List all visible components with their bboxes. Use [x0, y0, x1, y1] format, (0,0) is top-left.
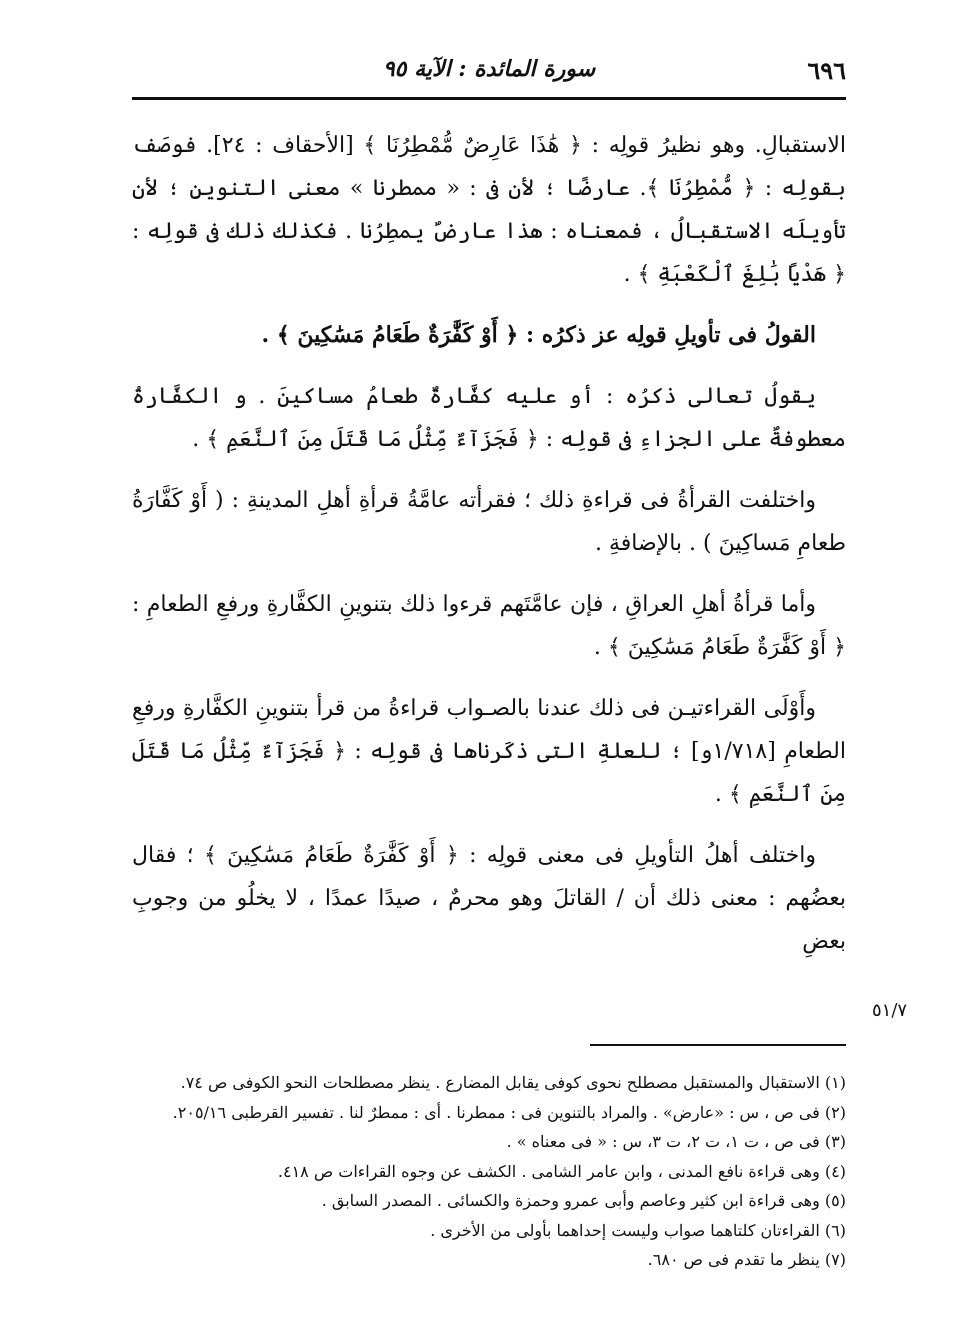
footnote: (٦) القراءتان كلتاهما صواب وليست إحداهما بأولى من الأخرى . — [430, 1220, 846, 1240]
margin-reference: ٥١/٧ — [872, 1000, 908, 1021]
footnote-rule — [590, 1044, 846, 1046]
header-rule — [132, 97, 846, 100]
paragraph-5: وأَوْلَى القراءتيـن فى ذلك عندنا بالصـواب قراءةُ من قرأ بتنوينِ الكفَّارةِ ورفعِ الطعامِ [١/٧١٨و] ؛ للعلةِ التى ذكَرناها فى قولِه : ﴿ فَجَزَآءٌ مِّثْلُ مَا قَتَلَ مِنَ ٱلنَّعَمِ ﴾ . — [132, 696, 846, 807]
footnote: (٤) وهى قراءة نافع المدنى ، وابن عامر الشامى . الكشف عن وجوه القراءات ص ٤١٨. — [277, 1161, 846, 1181]
paragraph-3: واختلفت القرأةُ فى قراءةِ ذلك ؛ فقرأته عامَّةُ قرأةِ أهلِ المدينةِ : ( أَوْ كَفَّارَةُ طعامِ مَساكِينَ ) . بالإضافةِ . — [132, 488, 846, 556]
section-heading: القولُ فى تأويلِ قولِه عز ذكرُه : ﴿ أَوْ كَفَّٰرَةٌ طَعَامُ مَسَٰكِينَ ﴾ . — [261, 322, 816, 348]
footnote: (١) الاستقبال والمستقبل مصطلح نحوى كوفى يقابل المضارع . ينظر مصطلحات النحو الكوفى ص ٧٤. — [180, 1073, 846, 1092]
page-number: ٦٩٦ — [807, 56, 846, 85]
paragraph-1: الاستقبالِ. وهو نظيرُ قولِه : ﴿ هَٰذَا عَارِضٌ مُّمْطِرُنَا ﴾ [الأحقاف : ٢٤]. فوصَف بقولِه : ﴿ مُّمْطِرُنَا ﴾. عارضًا ؛ لأن فى : « ممطرنا » معنى التنوينِ ؛ لأن تأويلَه الاستقبالُ ، فمعناه : هذا عارضٌ يمطِرُنا . فكذلك ذلك فى قولِه : ﴿ هَدْيًا بَٰلِغَ ٱلْكَعْبَةِ ﴾ . — [132, 133, 846, 287]
page-header — [132, 50, 846, 94]
footnote: (٢) فى ص ، س : «عارض» . والمراد بالتنوين فى : ممطرنا . أى : ممطرٌ لنا . تفسير القرطبى ٢٠٥/١٦. — [172, 1102, 846, 1122]
paragraph-6: واختلف أهلُ التأويلِ فى معنى قولِه : ﴿ أَوْ كَفَّٰرَةٌ طَعَامُ مَسَٰكِينَ ﴾ ؛ فقال بعضُهم : معنى ذلك أن / القاتلَ وهو محرمٌ ، صيدًا عمدًا ، لا يخلُو من وجوبِ بعضِ — [132, 843, 846, 954]
footnote: (٥) وهى قراءة ابن كثير وعاصم وأبى عمرو وحمزة والكسائى . المصدر السابق . — [321, 1191, 846, 1210]
paragraph-2: يقولُ تعالى ذكرُه : أو عليه كفَّارةٌ طعامُ مساكينَ . و الكفَّارةُ معطوفةٌ على الجزاءِ فى قولِه : ﴿ فَجَزَآءٌ مِّثْلُ مَا قَتَلَ مِنَ ٱلنَّعَمِ ﴾ . — [132, 384, 846, 452]
running-title: سورة المائدة : الآية ٩٥ — [382, 56, 596, 82]
footnotes — [132, 1068, 846, 1275]
paragraph-4: وأما قرأةُ أهلِ العراقِ ، فإن عامَّتَهم قرءوا ذلك بتنوينِ الكفَّارةِ ورفعِ الطعامِ : ﴿ أَوْ كَفَّٰرَةٌ طَعَامُ مَسَٰكِينَ ﴾ . — [132, 592, 846, 660]
main-text — [132, 124, 846, 981]
footnote: (٣) فى ص ، ت ١، ت ٢، ت ٣، س : « فى معناه » . — [506, 1132, 846, 1151]
footnote: (٧) ينظر ما تقدم فى ص ٦٨٠. — [647, 1250, 846, 1269]
